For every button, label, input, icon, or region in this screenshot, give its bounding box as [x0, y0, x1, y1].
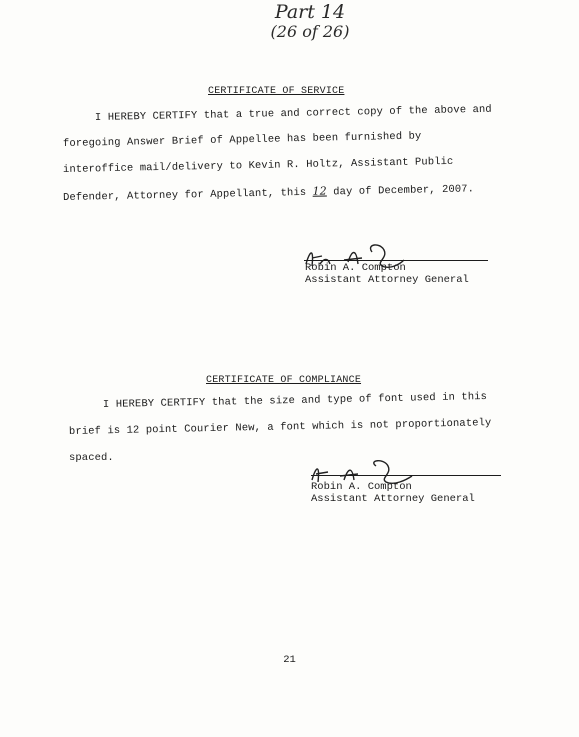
service-line-2: foregoing Answer Brief of Appellee has been furnished by	[62, 130, 422, 150]
service-line-3: interoffice mail/delivery to Kevin R. Holtz, Assistant Public	[62, 155, 454, 176]
handwritten-part-count: (26 of 26)	[270, 22, 350, 41]
service-line-4-text: Defender, Attorney for Appellant, this	[62, 186, 307, 204]
handwritten-part-label: Part 14	[274, 1, 346, 23]
compliance-signature-line	[311, 475, 501, 476]
service-signer-name: Robin A. Compton	[305, 262, 406, 274]
page-number: 21	[283, 654, 296, 666]
service-line-1: I HEREBY CERTIFY that a true and correct copy of the above and	[94, 103, 492, 124]
service-line-4-suffix: day of December, 2007.	[333, 183, 475, 199]
service-signature-line	[304, 260, 488, 261]
service-line-4	[63, 181, 474, 204]
service-signature-block	[305, 262, 469, 286]
service-signer-title: Assistant Attorney General	[305, 274, 469, 286]
service-day-handwritten: 12	[312, 184, 327, 198]
compliance-line-2: brief is 12 point Courier New, a font which is not proportionately	[68, 417, 492, 438]
service-heading: CERTIFICATE OF SERVICE	[208, 86, 345, 97]
compliance-line-3: spaced.	[69, 452, 114, 464]
handwritten-part-note	[255, 2, 365, 42]
compliance-heading: CERTIFICATE OF COMPLIANCE	[206, 375, 362, 386]
compliance-signature-block	[311, 481, 475, 505]
compliance-line-1: I HEREBY CERTIFY that the size and type of font used in this	[102, 390, 488, 411]
compliance-signer-title: Assistant Attorney General	[311, 493, 475, 505]
compliance-signer-name: Robin A. Compton	[311, 481, 412, 493]
